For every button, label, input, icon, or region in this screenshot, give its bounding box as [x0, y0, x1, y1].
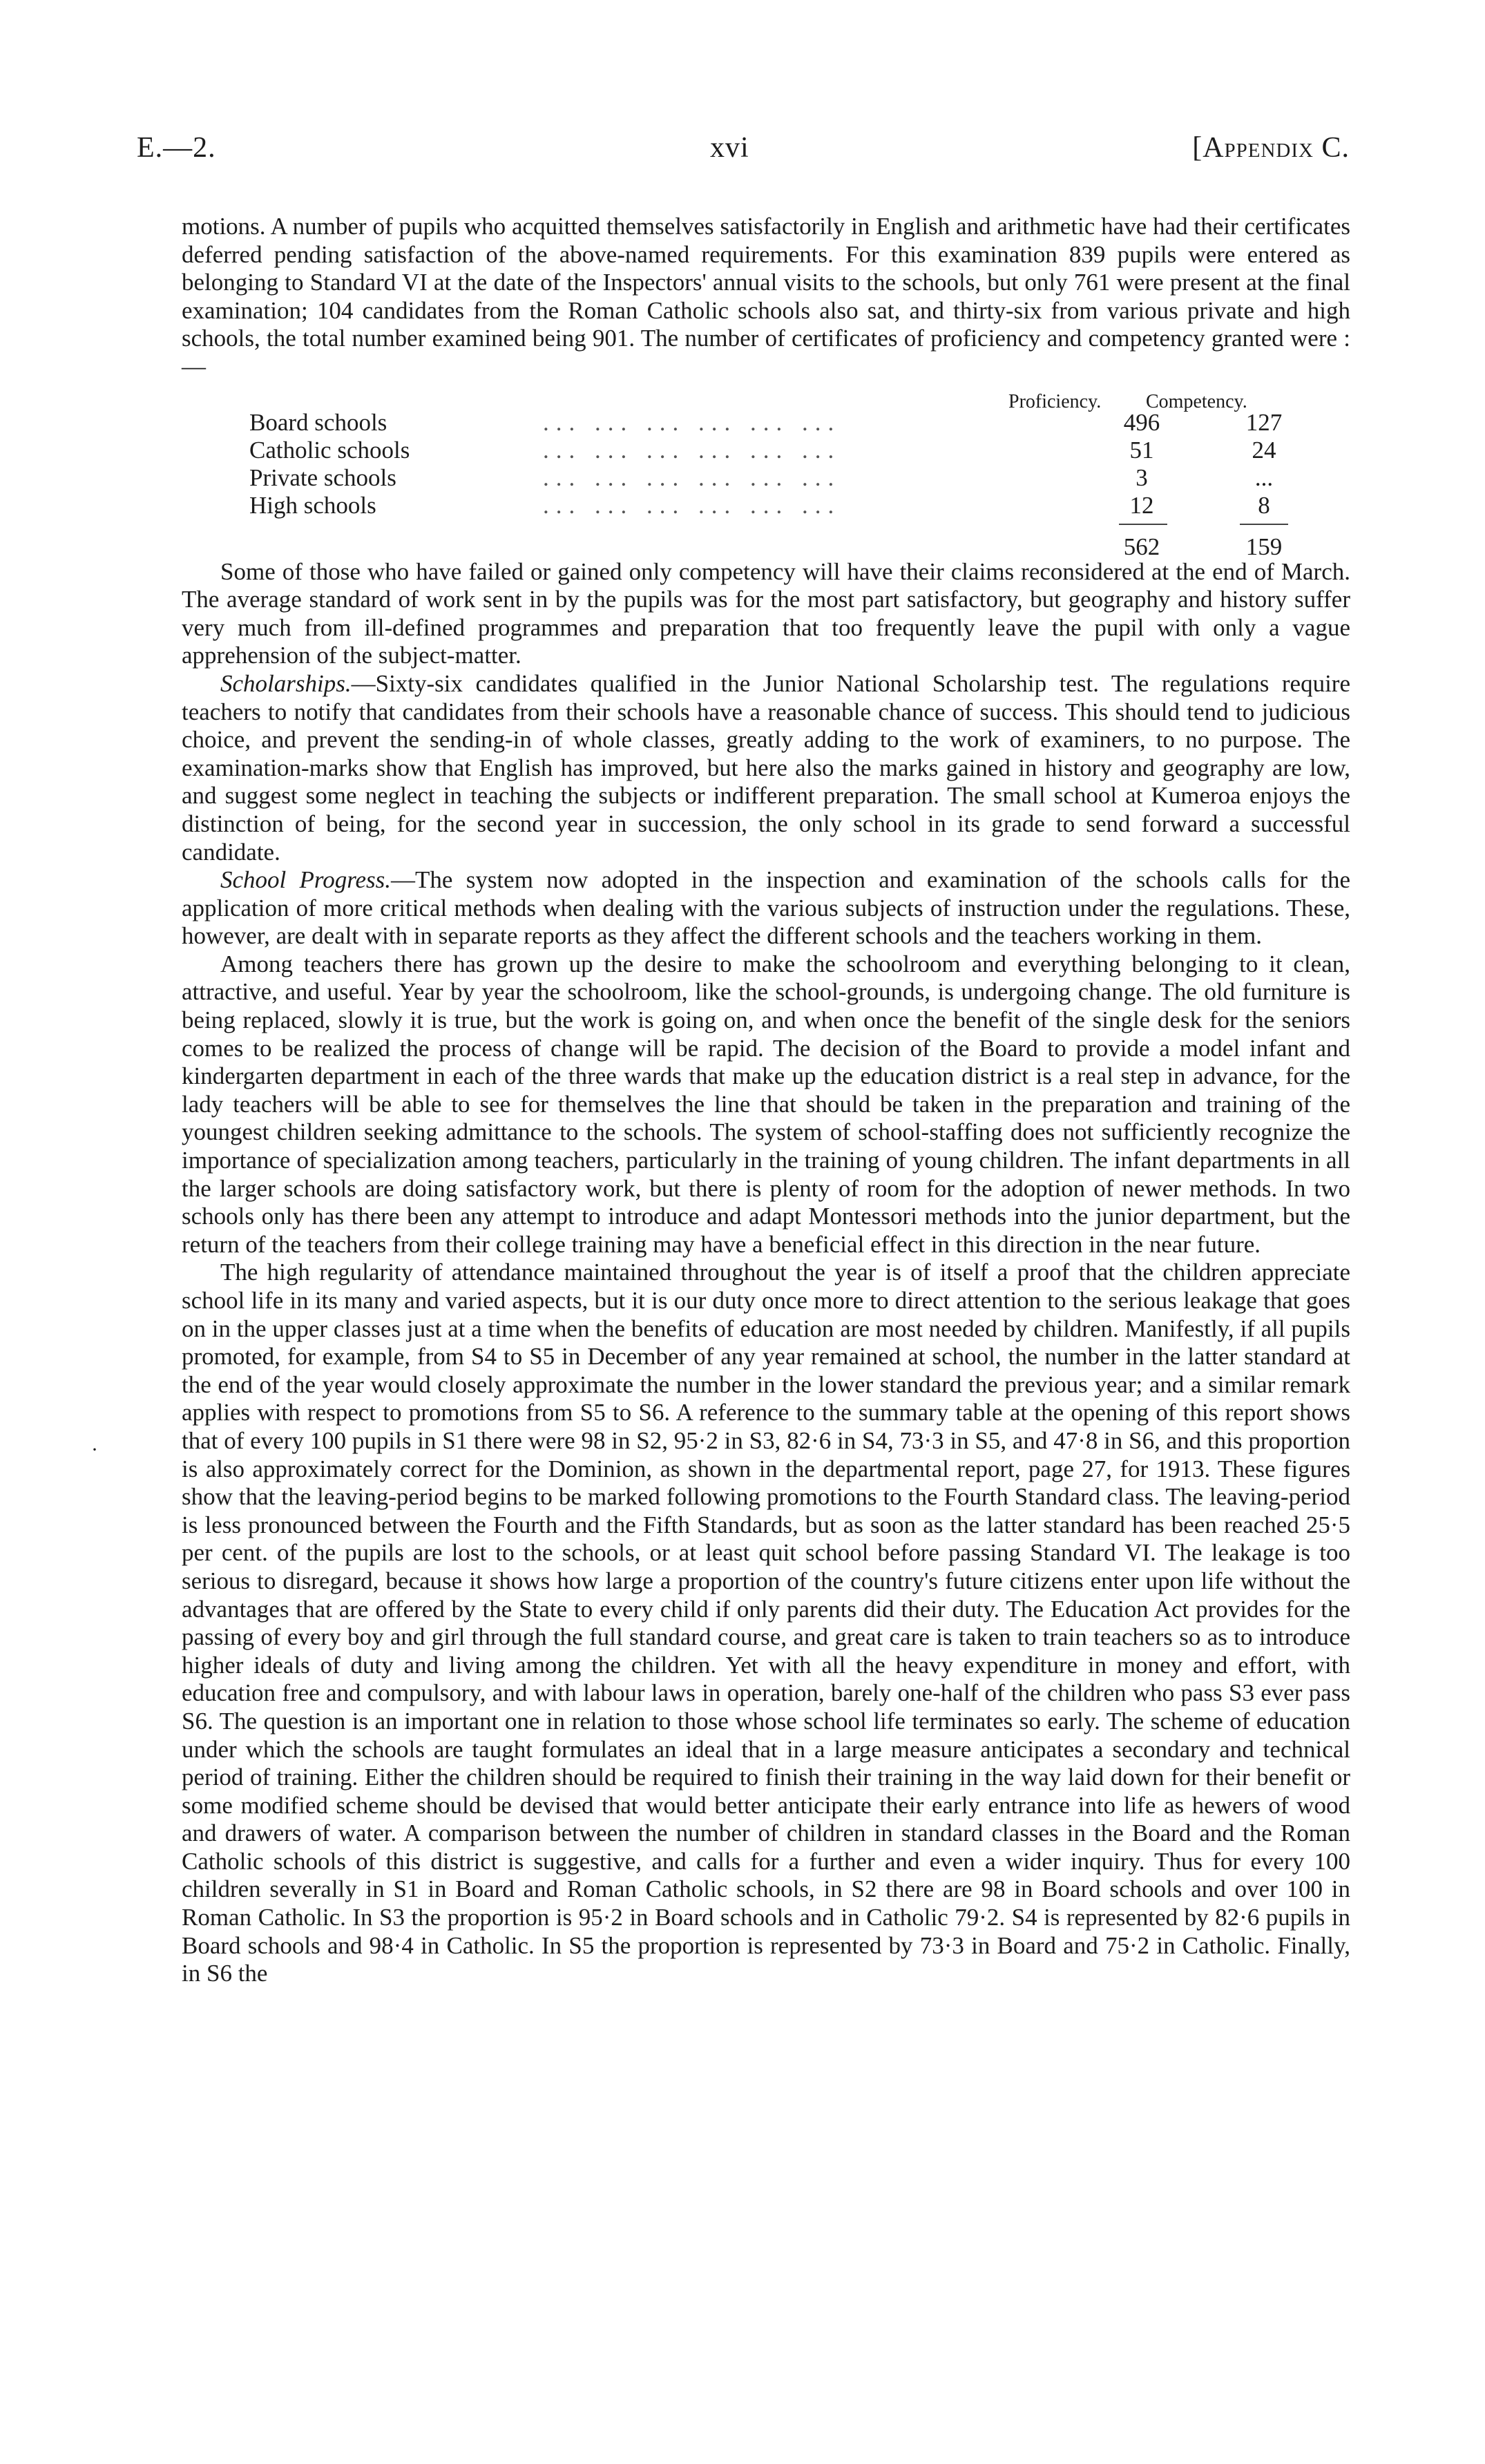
col-header-competency: Competency. [1146, 390, 1247, 412]
proficiency-value: 3 [1136, 464, 1148, 491]
competency-value: 8 [1258, 491, 1270, 519]
paragraph-school-progress [182, 866, 1350, 951]
competency-value: 127 [1245, 408, 1283, 436]
page-number: xvi [710, 132, 749, 164]
proficiency-value: 51 [1129, 436, 1154, 464]
leader-dots: ... ... ... ... ... ... [543, 491, 841, 519]
table-total-row [249, 533, 1285, 561]
row-label: Board schools [249, 408, 387, 436]
table-row [249, 464, 1285, 492]
section-heading: Scholarships. [220, 669, 352, 697]
leader-dots: ... ... ... ... ... ... [543, 464, 841, 491]
row-label: Private schools [249, 464, 396, 491]
proficiency-value: 496 [1123, 408, 1160, 436]
competency-value: 24 [1252, 436, 1276, 464]
proficiency-total: 562 [1123, 533, 1160, 560]
col-header-proficiency: Proficiency. [1008, 390, 1102, 412]
body-text [182, 213, 1350, 1988]
competency-value: ... [1254, 464, 1274, 491]
paragraph: The high regularity of attendance maintained throughout the year is of itself a proof that the children appreciate school life in its many and varied aspects, but it is our duty once more to direct attention to the serious leakage that goes on in the upper classes just at a time when the benefits of education are most needed by children. Manifestly, if all pupils promoted, for example, from S4 to S5 in December of any year remained at school, the number in the latter standard at the end of the year would closely approximate the number in the lower standard the previous year; and a similar remark applies with respect to promotions from S5 to S6. A reference to the summary table at the opening of this report shows that of every 100 pupils in S1 there were 98 in S2, 95·2 in S3, 82·6 in S4, 73·3 in S5, and 47·8 in S6, and this proportion is also approximately correct for the Dominion, as shown in the departmental report, page 27, for 1913. These figures show that the leaving-period begins to be marked following promotions to the Fourth Standard class. The leaving-period is less pronounced between the Fourth and the Fifth Standards, but as soon as the latter standard has been reached 25·5 per cent. of the pupils are lost to the schools, or at least quit school before passing Standard VI. The leakage is too serious to disregard, because it shows how large a proportion of the country's future citizens enter upon life without the advantages that are offered by the State to every child if only parents did their duty. The Education Act provides for the passing of every boy and girl through the full standard course, and great care is taken to train teachers so as to introduce higher ideals of duty and living among the children. Yet with all the heavy expenditure in money and effort, with education free and compulsory, and with labour laws in operation, barely one-half of the children who pass S3 ever pass S6. The question is an important one in relation to those whose school life terminates so early. The scheme of education under which the schools are taught formulates an ideal that in a large measure anticipates a secondary and technical period of training. Either the children should be required to finish their training in the way laid down for their benefit or some modified scheme should be devised that would better anticipate their early entrance into life as hewers of wood and drawers of water. A comparison between the number of children in standard classes in the Board and the Roman Catholic schools of this district is suggestive, and calls for a further and even a wider inquiry. Thus for every 100 children severally in S1 in Board and Roman Catholic schools, in S2 there are 98 in Board schools and over 100 in Roman Catholic. In S3 the proportion is 95·2 in Board schools and in Catholic 79·2. S4 is represented by 82·6 pupils in Board schools and 98·4 in Catholic. In S5 the proportion is represented by 73·3 in Board and 75·2 in Catholic. Finally, in S6 the [182, 1259, 1350, 1987]
row-label: Catholic schools [249, 436, 410, 464]
table-row [249, 409, 1285, 437]
section-heading: School Progress. [220, 866, 392, 894]
paragraph-continued: motions. A number of pupils who acquitted themselves satisfactorily in English and arithmetic have had their certificates deferred pending satisfaction of the above-named requirements. For this examination 839 pupils were entered as belonging to Standard VI at the date of the Inspectors' annual visits to the schools, but only 761 were present at the final examination; 104 candidates from the Roman Catholic schools also sat, and thirty-six from various private and high schools, the total number examined being 901. The number of certificates of proficiency and competency granted were :— [182, 213, 1350, 380]
paragraph-text: —The system now adopted in the inspection and examination of the schools calls for the application of more critical methods when dealing with the various subjects of instruction under the regulations. These, however, are dealt with in separate reports as they affect the different schools and the teachers working in them. [182, 866, 1350, 950]
leader-dots: ... ... ... ... ... ... [543, 436, 841, 464]
paragraph: Among teachers there has grown up the desire to make the schoolroom and everything belonging to it clean, attractive, and useful. Year by year the schoolroom, like the school-grounds, is undergoing change. The old furniture is being replaced, slowly it is true, but the work is going on, and when once the benefit of the single desk for the seniors comes to be realized the process of change will be rapid. The decision of the Board to provide a model infant and kindergarten department in each of the three wards that make up the education district is a real step in advance, for the lady teachers will be able to see for themselves the line that should be taken in the preparation and training of the youngest children seeking admittance to the schools. The system of school-staffing does not sufficiently recognize the importance of specialization among teachers, particularly in the training of young children. The infant departments in all the larger schools are doing satisfactory work, but there is plenty of room for the adoption of newer methods. In two schools only has there been any attempt to introduce and adapt Montessori methods into the junior department, but the return of the teachers from their college training may have a beneficial effect in this direction in the near future. [182, 950, 1350, 1258]
table-row [249, 437, 1285, 464]
leader-dots: ... ... ... ... ... ... [543, 408, 841, 436]
total-rule [1240, 524, 1288, 525]
paragraph-text: —Sixty-six candidates qualified in the Junior National Scholarship test. The regulations require teachers to notify that candidates from their schools have a reasonable chance of success. This should tend to judicious choice, and prevent the sending-in of whole classes, greatly adding to the work of examiners, to no purpose. The examination-marks show that English has improved, but here also the marks gained in history and geography are low, and suggest some neglect in teaching the subjects or indifferent preparation. The small school at Kumeroa enjoys the distinction of being, for the second year in succession, the only school in its grade to send forward a successful candidate. [182, 669, 1350, 866]
page-header-left: E.—2. [137, 132, 216, 164]
page-header-right: [Appendix C. [1192, 132, 1350, 164]
table-row [249, 492, 1285, 519]
proficiency-value: 12 [1129, 491, 1154, 519]
competency-total: 159 [1245, 533, 1283, 560]
margin-mark: · [91, 1438, 98, 1461]
certificates-table [182, 388, 1350, 560]
paragraph-scholarships [182, 670, 1350, 866]
total-rule [1119, 524, 1167, 525]
paragraph: Some of those who have failed or gained only competency will have their claims reconsidered at the end of March. The average standard of work sent in by the pupils was for the most part satisfactory, but geography and history suffer very much from ill-defined programmes and preparation that too frequently leave the pupil with only a vague apprehension of the subject-matter. [182, 557, 1350, 669]
row-label: High schools [249, 491, 376, 519]
